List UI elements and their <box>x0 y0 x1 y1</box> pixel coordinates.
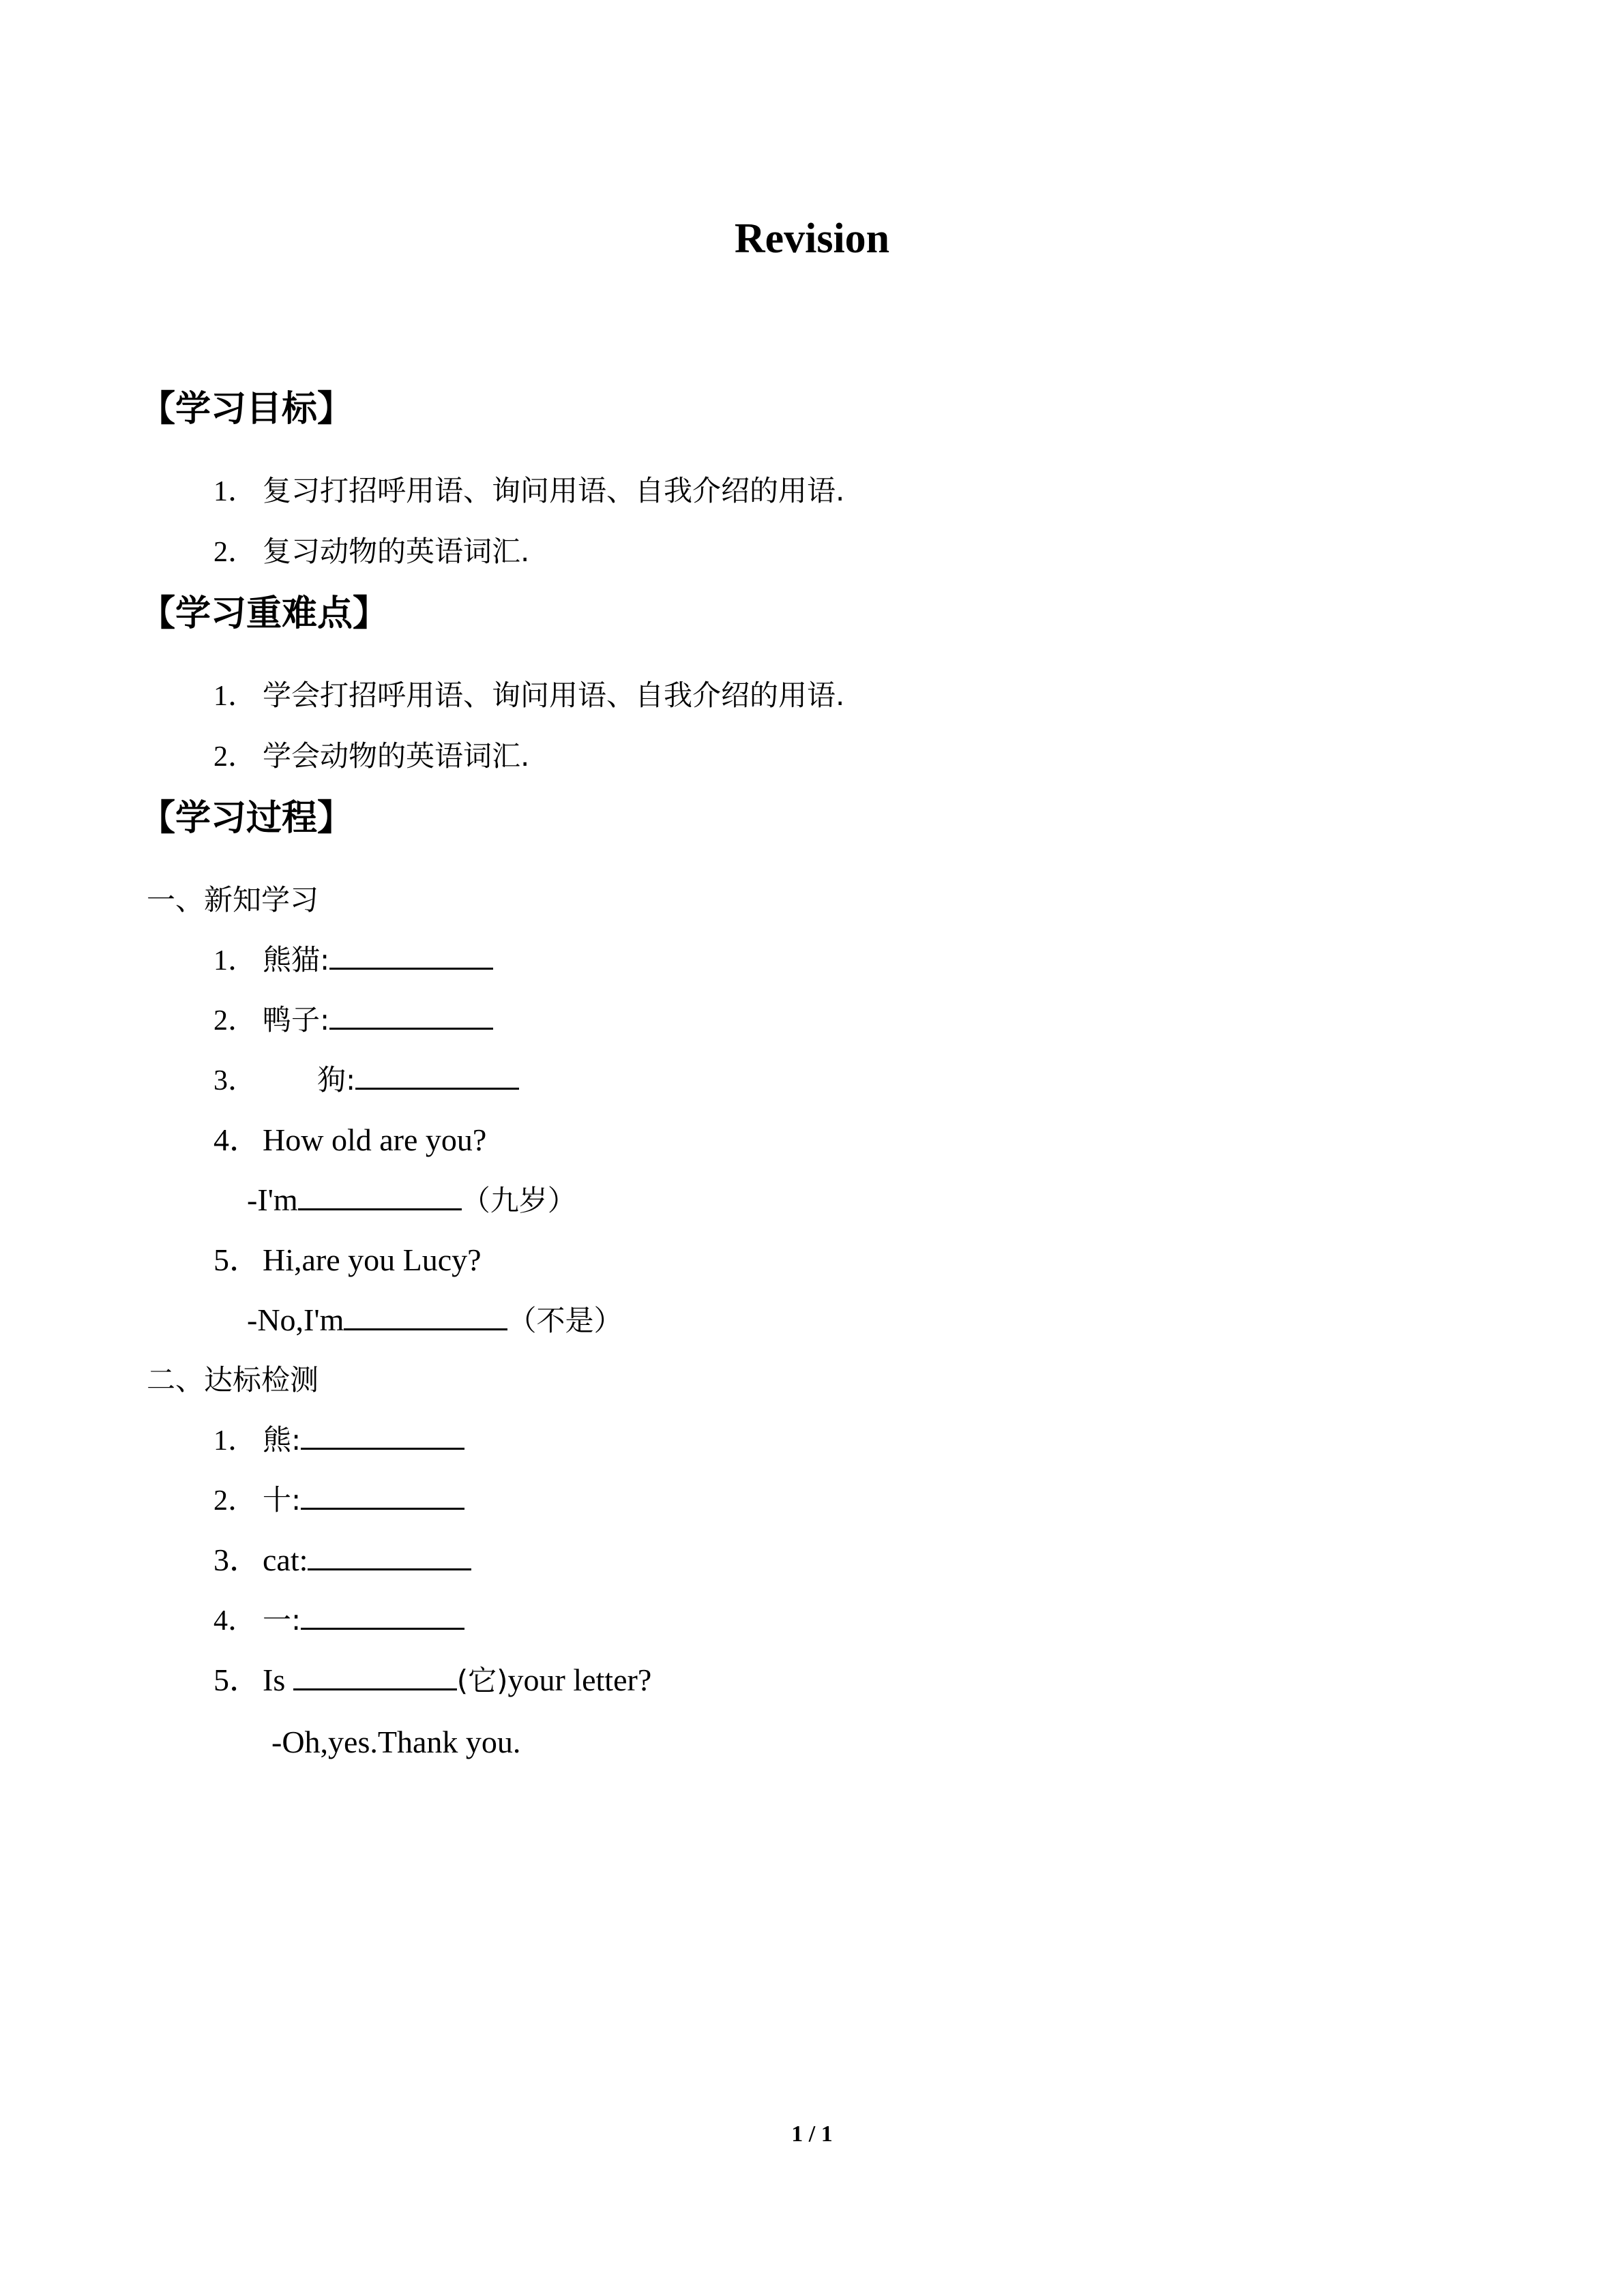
item-question: How old are you? <box>263 1122 487 1157</box>
item-prompt: 狗: <box>317 1063 356 1097</box>
question-suffix: your letter? <box>507 1663 652 1697</box>
part2-item-5-answer: -Oh,yes.Thank you. <box>271 1725 521 1759</box>
item-text: 复习打招呼用语、询问用语、自我介绍的用语. <box>263 474 845 507</box>
item-number: 1． <box>213 681 257 712</box>
part2-item-4 <box>213 1600 464 1641</box>
item-number: 5． <box>213 1242 261 1277</box>
item-text: 学会打招呼用语、询问用语、自我介绍的用语. <box>263 679 845 712</box>
key-point-item-2 <box>213 736 529 777</box>
objective-item-2 <box>213 531 529 573</box>
item-number: 2． <box>213 537 257 568</box>
answer-blank <box>308 1541 471 1570</box>
heading-process: 【学习过程】 <box>140 798 353 839</box>
item-question: Hi,are you Lucy? <box>263 1242 482 1277</box>
answer-blank <box>301 1420 464 1450</box>
item-prompt: 熊: <box>263 1423 301 1457</box>
part1-item-4-answer <box>247 1180 576 1221</box>
answer-blank <box>298 1181 462 1210</box>
part2-item-2 <box>213 1480 464 1521</box>
item-number: 1． <box>213 945 257 976</box>
item-text: 学会动物的英语词汇. <box>263 739 530 773</box>
item-number: 4． <box>213 1605 257 1637</box>
answer-blank <box>344 1301 507 1330</box>
item-prompt: 十: <box>263 1483 301 1517</box>
answer-blank <box>301 1600 464 1630</box>
item-prompt: 一: <box>263 1603 301 1637</box>
answer-prefix: -I'm <box>247 1182 298 1217</box>
part1-item-2 <box>213 1000 493 1041</box>
part2-item-3 <box>213 1540 471 1581</box>
answer-blank <box>293 1661 457 1690</box>
item-text: 复习动物的英语词汇. <box>263 535 530 568</box>
answer-blank <box>329 940 493 970</box>
answer-hint: (它) <box>456 1664 508 1697</box>
answer-hint: （九岁） <box>461 1184 576 1217</box>
item-number: 3． <box>213 1542 261 1577</box>
answer-blank <box>301 1480 464 1510</box>
part2-item-5 <box>213 1660 651 1701</box>
answer-hint: （不是） <box>507 1304 623 1337</box>
part1-item-5 <box>213 1240 482 1281</box>
key-point-item-1 <box>213 675 844 717</box>
answer-prefix: -No,I'm <box>247 1302 344 1337</box>
item-prompt: 鸭子: <box>263 1003 330 1037</box>
item-prompt: 熊猫: <box>263 943 330 976</box>
item-prompt: cat: <box>263 1542 308 1577</box>
part1-item-4 <box>213 1120 486 1161</box>
item-number: 5． <box>213 1663 261 1697</box>
part2-item-1 <box>213 1420 464 1461</box>
part1-item-1 <box>213 940 493 981</box>
heading-objectives: 【学习目标】 <box>140 389 353 430</box>
part1-item-3 <box>213 1060 519 1101</box>
part1-item-5-answer <box>247 1300 622 1341</box>
item-number: 3． <box>213 1065 257 1097</box>
answer-blank <box>355 1060 519 1090</box>
item-number: 1． <box>213 1425 257 1457</box>
part1-label: 一、新知学习 <box>147 883 319 916</box>
question-prefix: Is <box>263 1663 293 1697</box>
item-number: 4． <box>213 1122 261 1157</box>
page-title: Revision <box>734 215 890 262</box>
page-number: 1 / 1 <box>791 2121 833 2147</box>
item-number: 1． <box>213 476 257 507</box>
item-number: 2． <box>213 1005 257 1037</box>
heading-key-points: 【学习重难点】 <box>140 593 389 634</box>
answer-blank <box>329 1000 493 1030</box>
objective-item-1 <box>213 471 844 512</box>
part2-label: 二、达标检测 <box>147 1363 319 1397</box>
item-number: 2． <box>213 741 257 773</box>
item-number: 2． <box>213 1485 257 1517</box>
